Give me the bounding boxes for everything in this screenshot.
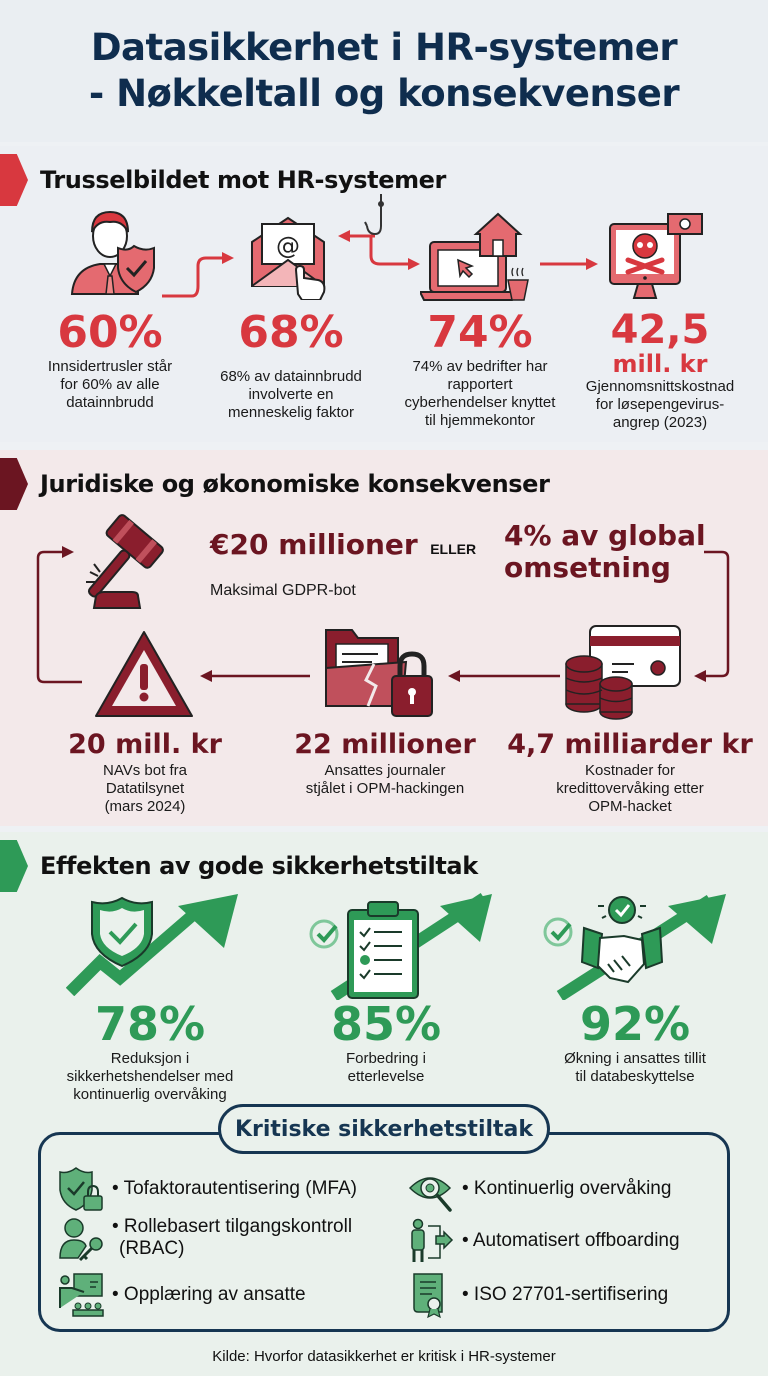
stat-desc: Forbedring i etterlevelse [345, 1050, 427, 1085]
threat-stat-3 [380, 308, 580, 430]
stat-value: 60% [57, 307, 163, 358]
stat-desc: Ansattes journaler stjålet i OPM-hackingen [305, 762, 465, 797]
measure-label: • Kontinuerlig overvåking [462, 1178, 672, 1199]
person-exit-icon [408, 1218, 454, 1264]
broken-folder-lock-icon [322, 620, 442, 724]
legal-section [0, 450, 768, 826]
svg-text:@: @ [276, 232, 300, 260]
measure-label: • Opplæring av ansatte [112, 1284, 306, 1305]
measure-iso [408, 1272, 668, 1318]
home-office-laptop-icon [420, 208, 532, 304]
stat-value: 78% [94, 997, 206, 1051]
insider-shield-icon [64, 206, 164, 296]
measure-offboarding [408, 1218, 680, 1264]
title-line-2: - Nøkkeltall og konsekvenser [88, 72, 680, 115]
handshake-trend-icon [540, 892, 730, 1000]
measure-label: • Automatisert offboarding [462, 1230, 680, 1251]
section-title: Trusselbildet mot HR-systemer [40, 166, 446, 194]
section-title: Juridiske og økonomiske konsekvenser [40, 470, 550, 498]
effect-stat-1 [60, 998, 240, 1104]
measure-training [58, 1272, 306, 1318]
page-title [0, 0, 768, 142]
warning-triangle-icon [92, 626, 196, 722]
gdpr-alt: 4% av global omsetning [504, 519, 706, 584]
threat-stat-2 [196, 308, 386, 422]
stat-desc: NAVs bot fra Datatilsynet (mars 2024) [103, 762, 187, 815]
measure-label: • Tofaktorautentisering (MFA) [112, 1178, 357, 1199]
checklist-trend-icon [304, 892, 494, 1000]
stat-desc: Reduksjon i sikkerhetshendelser med kontinuerlig overvåking [66, 1050, 234, 1103]
threats-section [0, 146, 768, 442]
legal-stat-1 [40, 728, 250, 816]
chevron-marker-icon [0, 840, 28, 892]
stat-value: 74% [427, 307, 533, 358]
threat-stat-1 [20, 308, 200, 412]
threat-stat-4 [560, 307, 760, 432]
certificate-icon [408, 1272, 454, 1318]
stat-value: 20 mill. kr [68, 729, 222, 760]
effects-section [0, 832, 768, 1376]
measure-monitoring [408, 1166, 671, 1212]
legal-stat-2 [270, 728, 500, 798]
gdpr-desc: Maksimal GDPR-bot [210, 582, 356, 599]
stat-desc: 68% av datainnbrudd involverte en menneskelig faktor [220, 368, 362, 421]
effects-header [0, 840, 478, 892]
stat-value: 22 millioner [294, 729, 476, 760]
stat-desc: Gjennomsnittskostnad for løsepengevirus- angrep (2023) [585, 378, 735, 431]
coins-credit-card-icon [562, 620, 686, 720]
stat-value: 4,7 milliarder kr [507, 729, 753, 760]
gdpr-value: €20 millioner [210, 528, 418, 561]
measures-title: Kritiske sikkerhetstiltak [218, 1104, 550, 1154]
source-caption: Kilde: Hvorfor datasikkerhet er kritisk i HR-systemer [212, 1348, 556, 1365]
stat-value: 85% [330, 997, 442, 1051]
gavel-icon [80, 510, 190, 610]
phishing-email-icon [246, 214, 336, 300]
stat-value: 92% [579, 997, 691, 1051]
shield-lock-icon [58, 1166, 104, 1212]
stat-desc: 74% av bedrifter har rapportert cyberhendelser knyttet til hjemmekontor [404, 358, 556, 429]
measure-label: • Rollebasert tilgangskontroll (RBAC) [112, 1216, 353, 1259]
stat-desc: Økning i ansattes tillit til databeskyttelse [564, 1050, 706, 1085]
measure-mfa [58, 1166, 357, 1212]
legal-stat-3 [500, 728, 760, 816]
ransomware-skull-icon [604, 208, 704, 304]
stat-value: 68% [238, 307, 344, 358]
measure-label: • ISO 27701-sertifisering [462, 1284, 669, 1305]
effect-stat-3 [530, 998, 740, 1086]
effect-stat-2 [296, 998, 476, 1086]
stat-desc: Kostnader for kredittovervåking etter OPM-hacket [556, 762, 704, 815]
user-key-icon [58, 1216, 104, 1262]
gdpr-fine [210, 528, 476, 561]
measure-rbac [58, 1216, 352, 1262]
stat-desc: Innsidertrusler står for 60% av alle datainnbrudd [47, 358, 173, 411]
shield-check-trend-icon [66, 892, 242, 996]
gdpr-or: ELLER [430, 541, 477, 557]
title-line-1: Datasikkerhet i HR-systemer [90, 26, 678, 69]
stat-unit: mill. kr [612, 350, 708, 378]
eye-magnifier-icon [408, 1166, 454, 1212]
section-title: Effekten av gode sikkerhetstiltak [40, 852, 478, 880]
stat-value: 42,5 [610, 307, 710, 353]
training-presentation-icon [58, 1272, 104, 1318]
